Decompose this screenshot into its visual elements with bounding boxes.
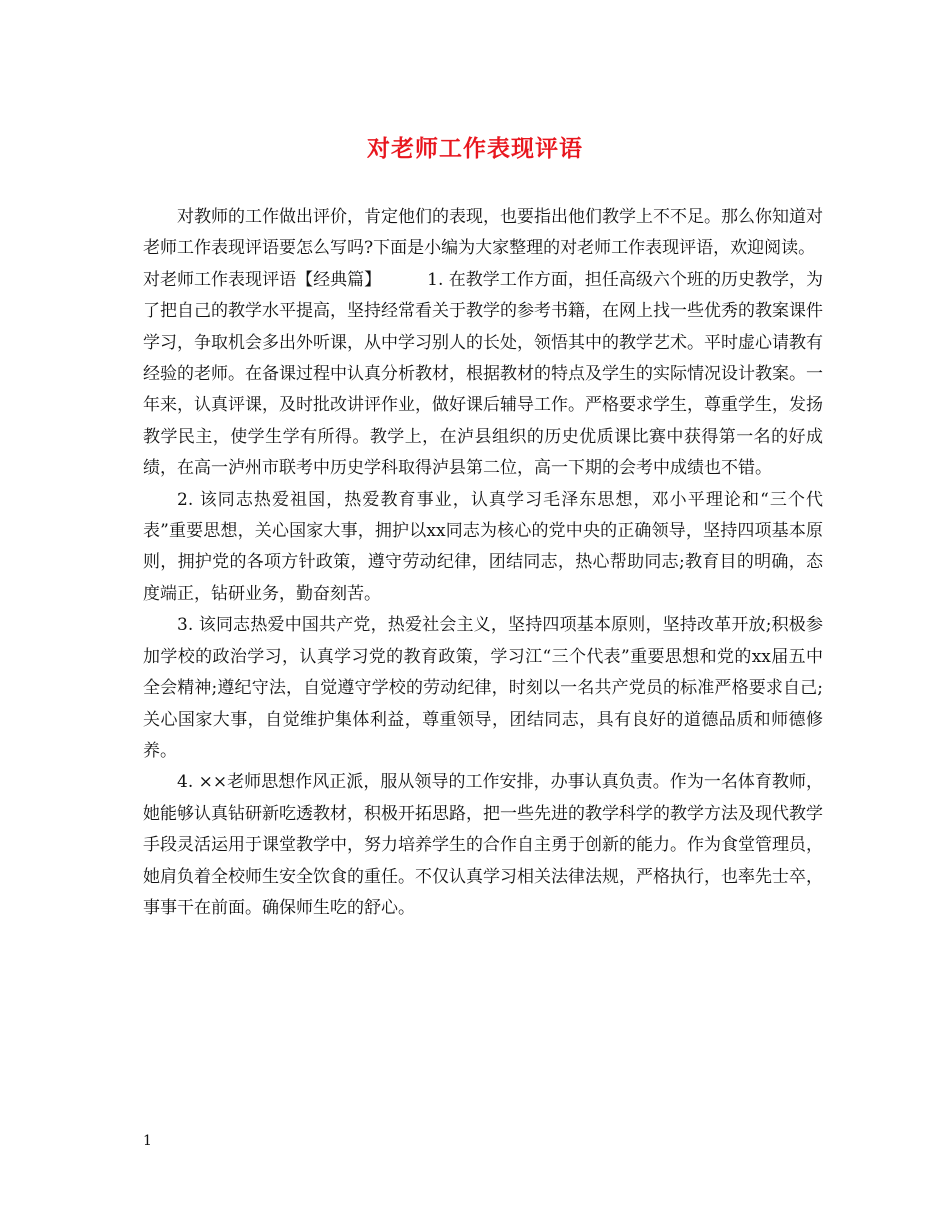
page-number: 1 (143, 1133, 152, 1149)
document-title: 对老师工作表现评语 (367, 135, 583, 162)
item-3-paragraph: 3. 该同志热爱中国共产党，热爱社会主义，坚持四项基本原则，坚持改革开放;积极参加学校的政治学习，认真学习党的教育政策，学习江“三个代表”重要思想和党的xx届五中全会精神;遵纪守法，自觉遵守学校的劳动纪律，时刻以一名共产党员的标准严格要求自己;关心国家大事，自觉维护集体利益，尊重领导，团结同志，具有良好的道德品质和师德修养。 (143, 615, 823, 761)
section-heading: 对老师工作表现评语【经典篇】 (143, 269, 382, 290)
section-paragraph (143, 265, 823, 485)
document-body (143, 202, 823, 924)
intro-paragraph: 对教师的工作做出评价，肯定他们的表现，也要指出他们教学上不不足。那么你知道对老师工作表现评语要怎么写吗?下面是小编为大家整理的对老师工作表现评语，欢迎阅读。 (143, 207, 823, 259)
item-4-paragraph: 4. ××老师思想作风正派，服从领导的工作安排，办事认真负责。作为一名体育教师，她能够认真钻研新吃透教材，积极开拓思路，把一些先进的教学科学的教学方法及现代教学手段灵活运用于课堂教学中，努力培养学生的合作自主勇于创新的能力。作为食堂管理员，她肩负着全校师生安全饮食的重任。不仅认真学习相关法律法规，严格执行，也率先士卒，事事干在前面。确保师生吃的舒心。 (143, 772, 823, 918)
item-1-text: 1. 在教学工作方面，担任高级六个班的历史教学，为了把自己的教学水平提高，坚持经常看关于教学的参考书籍，在网上找一些优秀的教案课件学习，争取机会多出外听课，从中学习别人的长处，领悟其中的教学艺术。平时虚心请教有经验的老师。在备课过程中认真分析教材，根据教材的特点及学生的实际情况设计教案。一年来，认真评课，及时批改讲评作业，做好课后辅导工作。严格要求学生，尊重学生，发扬教学民主，使学生学有所得。教学上，在泸县组织的历史优质课比赛中获得第一名的好成绩，在高一泸州市联考中历史学科取得泸县第二位，高一下期的会考中成绩也不错。 (143, 269, 824, 479)
item-2-paragraph: 2. 该同志热爱祖国，热爱教育事业，认真学习毛泽东思想，邓小平理论和“三个代表”重要思想，关心国家大事，拥护以xx同志为核心的党中央的正确领导，坚持四项基本原则，拥护党的各项方针政策，遵守劳动纪律，团结同志，热心帮助同志;教育目的明确，态度端正，钻研业务，勤奋刻苦。 (143, 489, 823, 604)
